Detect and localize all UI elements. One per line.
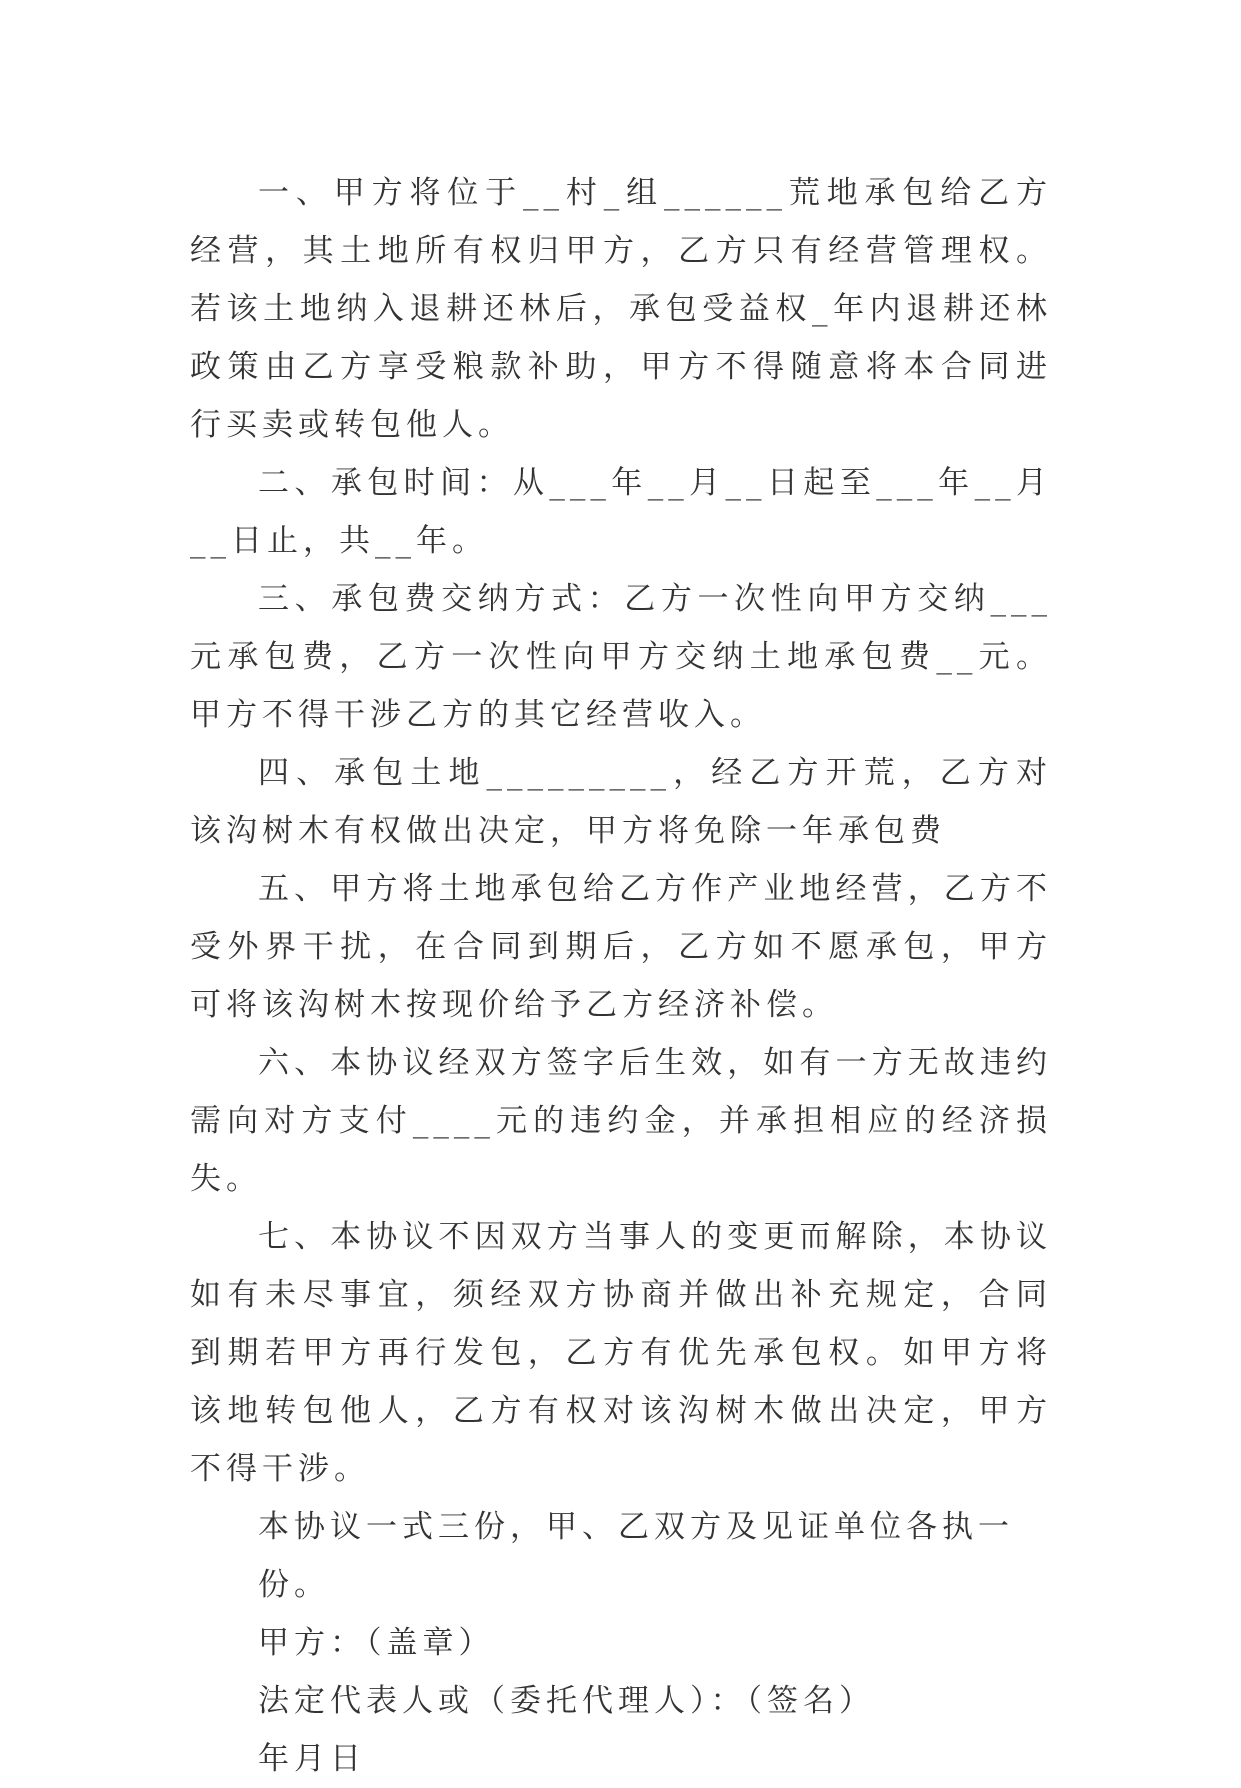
representative-signature-line: 法定代表人或（委托代理人）：（签名）	[258, 1683, 875, 1719]
clause-1: 一、甲方将位于__村_组______荒地承包给乙方经营，其土地所有权归甲方，乙方只有经营管理权。若该土地纳入退耕还林后，承包受益权_年内退耕还林政策由乙方享受粮款补助，甲方不得随意将本合同进行买卖或转包他人。	[190, 175, 1052, 443]
copies-note: 本协议一式三份，甲、乙双方及见证单位各执一份。	[258, 1509, 1014, 1603]
party-a-seal-line: 甲方：（盖章）	[258, 1625, 495, 1661]
clause-2: 二、承包时间：从___年__月__日起至___年__月__日止，共__年。	[190, 465, 1052, 559]
contract-body	[190, 164, 1052, 1788]
date-line: 年月日	[258, 1741, 366, 1777]
clause-7: 七、本协议不因双方当事人的变更而解除，本协议如有未尽事宜，须经双方协商并做出补充规定，合同到期若甲方再行发包，乙方有优先承包权。如甲方将该地转包他人，乙方有权对该沟树木做出决定，甲方不得干涉。	[190, 1219, 1052, 1487]
clause-6: 六、本协议经双方签字后生效，如有一方无故违约需向对方支付____元的违约金，并承担相应的经济损失。	[190, 1045, 1052, 1197]
clause-5: 五、甲方将土地承包给乙方作产业地经营，乙方不受外界干扰，在合同到期后，乙方如不愿承包，甲方可将该沟树木按现价给予乙方经济补偿。	[190, 871, 1052, 1023]
clause-4: 四、承包土地_________，经乙方开荒，乙方对该沟树木有权做出决定，甲方将免除一年承包费	[190, 755, 1052, 849]
clause-3: 三、承包费交纳方式：乙方一次性向甲方交纳___元承包费，乙方一次性向甲方交纳土地承包费__元。甲方不得干涉乙方的其它经营收入。	[190, 581, 1052, 733]
